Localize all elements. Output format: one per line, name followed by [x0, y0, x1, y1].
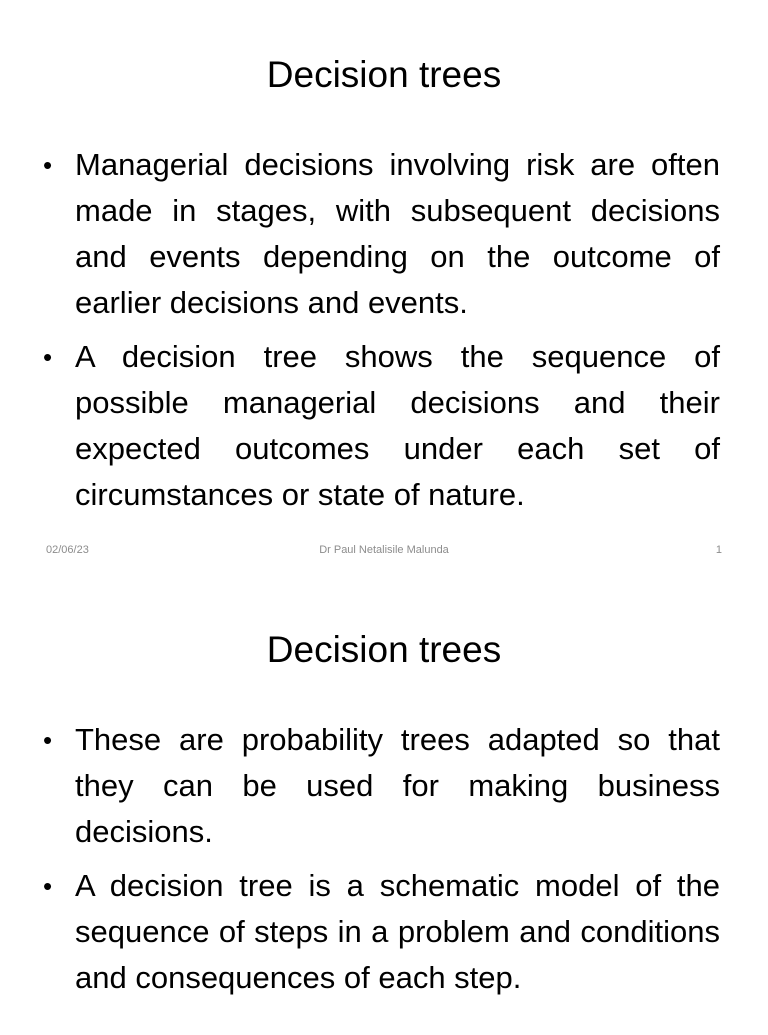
bullet-icon: •	[43, 725, 53, 755]
bullet-item	[0, 717, 720, 855]
bullet-item	[0, 334, 720, 518]
bullet-item	[0, 142, 720, 326]
bullet-icon: •	[43, 871, 53, 901]
bullet-text: These are probability trees adapted so that they can be used for making business decisions.	[75, 722, 720, 849]
bullet-item	[0, 863, 720, 1001]
slide-2	[0, 575, 768, 1035]
bullet-icon: •	[43, 342, 53, 372]
bullet-list	[0, 717, 768, 1009]
bullet-text: A decision tree shows the sequence of possible managerial decisions and their expected outcomes under each set of circumstances or state of nature.	[75, 339, 720, 512]
footer-page-number: 1	[715, 544, 722, 556]
slide-title: Decision trees	[266, 629, 502, 670]
bullet-icon: •	[43, 150, 53, 180]
bullet-text: Managerial decisions involving risk are often made in stages, with subsequent decisions and events depending on the outcome of earlier decisions and events.	[75, 147, 720, 320]
slide-title: Decision trees	[266, 54, 502, 95]
bullet-list	[0, 142, 768, 526]
footer-date: 02/06/23	[46, 544, 89, 556]
footer-author: Dr Paul Netalisile Malunda	[319, 544, 449, 556]
bullet-text: A decision tree is a schematic model of the sequence of steps in a problem and conditions and consequences of each step.	[75, 868, 720, 995]
slide-footer	[0, 541, 768, 559]
